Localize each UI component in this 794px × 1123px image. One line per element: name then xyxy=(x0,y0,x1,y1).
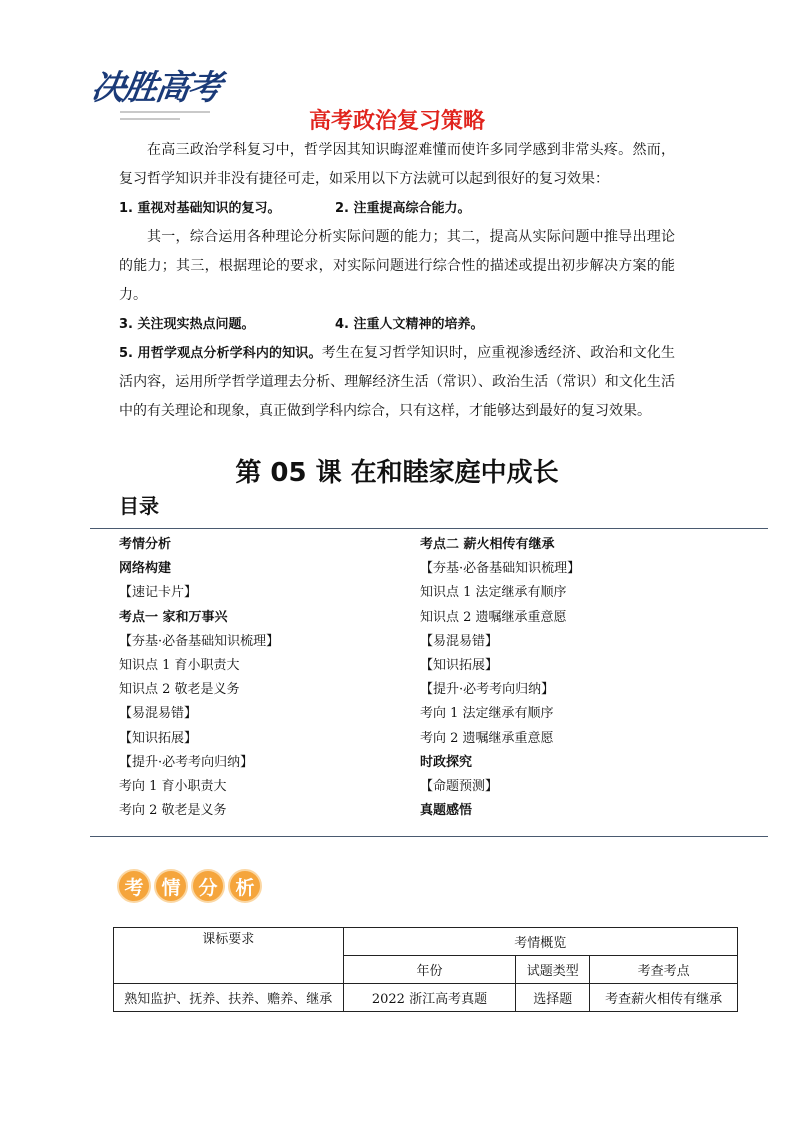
table-subheader-cell: 年份 xyxy=(343,956,516,984)
method-2: 2. 注重提高综合能力。 xyxy=(335,201,471,216)
exam-info-table xyxy=(113,927,738,1012)
intro-paragraph-2: 其一，综合运用各种理论分析实际问题的能力；其二，提高从实际问题中推导出理论的能力；其三，根据理论的要求，对实际问题进行综合性的描述或提出初步解决方案的能力。 xyxy=(119,229,675,303)
table-cell: 2022 浙江高考真题 xyxy=(343,984,516,1012)
toc-item[interactable]: 考向 2 敬老是义务 xyxy=(119,803,227,819)
table-subheader-cell: 考查考点 xyxy=(590,956,738,984)
table-header-cell: 考情概览 xyxy=(343,928,737,956)
toc-item[interactable]: 考向 1 育小职责大 xyxy=(119,779,227,795)
method-row-2 xyxy=(119,310,675,339)
table-row xyxy=(114,928,738,956)
badge-char: 情 xyxy=(154,869,188,903)
toc-item[interactable]: 【提升·必考考向归纳】 xyxy=(119,754,254,770)
toc-item[interactable]: 真题感悟 xyxy=(420,803,473,819)
method-5-text: 考生在复习哲学知识时，应重视渗透经济、政治和文化生活内容，运用所学哲学道理去分析、理解经济生活（常识）、政治生活（常识）和文化生活中的有关理论和现象，真正做到学科内综合，只有这样，才能够达到最好的复习效果。 xyxy=(119,345,675,419)
toc-item[interactable]: 时政探究 xyxy=(420,754,473,770)
method-5: 5. 用哲学观点分析学科内的知识。 xyxy=(119,346,322,361)
intro-section xyxy=(119,136,675,426)
toc-item[interactable]: 考情分析 xyxy=(119,537,172,552)
toc-item[interactable]: 考点一 家和万事兴 xyxy=(119,609,228,625)
toc-left-column xyxy=(119,533,279,823)
table-cell: 熟知监护、抚养、扶养、赡养、继承 xyxy=(114,984,344,1012)
toc-item[interactable]: 知识点 1 育小职责大 xyxy=(119,658,240,674)
toc-right-column xyxy=(420,533,580,823)
toc-item[interactable]: 知识点 1 法定继承有顺序 xyxy=(420,585,567,601)
method-3: 3. 关注现实热点问题。 xyxy=(119,317,255,332)
toc-item[interactable]: 【易混易错】 xyxy=(119,706,198,722)
table-header-cell: 课标要求 xyxy=(114,928,344,984)
toc-item[interactable]: 考向 2 遗嘱继承重意愿 xyxy=(420,730,554,746)
toc-item[interactable]: 网络构建 xyxy=(119,561,172,577)
method-1: 1. 重视对基础知识的复习。 xyxy=(119,201,281,216)
toc-item[interactable]: 【速记卡片】 xyxy=(119,585,198,601)
intro-paragraph-1: 在高三政治学科复习中，哲学因其知识晦涩难懂而使许多同学感到非常头疼。然而，复习哲学知识并非没有捷径可走，如采用以下方法就可以起到很好的复习效果： xyxy=(119,142,675,187)
method-row-1 xyxy=(119,194,675,223)
method-4: 4. 注重人文精神的培养。 xyxy=(335,317,484,332)
badge-char: 考 xyxy=(117,869,151,903)
toc-title: 目录 xyxy=(119,494,159,518)
table-subheader-cell: 试题类型 xyxy=(516,956,590,984)
toc-item[interactable]: 【易混易错】 xyxy=(420,633,499,649)
toc-top-divider xyxy=(90,528,768,529)
toc-item[interactable]: 考点二 薪火相传有继承 xyxy=(420,537,555,552)
lesson-title: 第 05 课 在和睦家庭中成长 xyxy=(235,458,559,488)
toc-item[interactable]: 【知识拓展】 xyxy=(119,730,198,746)
table-cell: 选择题 xyxy=(516,984,590,1012)
intro-paragraph-3 xyxy=(119,339,675,426)
toc-item[interactable]: 知识点 2 敬老是义务 xyxy=(119,682,240,698)
toc-item[interactable]: 知识点 2 遗嘱继承重意愿 xyxy=(420,609,567,625)
toc-item[interactable]: 【夯基·必备基础知识梳理】 xyxy=(119,633,280,649)
section-badge-kaoqing xyxy=(117,866,265,906)
logo-text: 决胜高考 xyxy=(88,68,223,108)
badge-char: 析 xyxy=(228,869,262,903)
toc-item[interactable]: 考向 1 法定继承有顺序 xyxy=(420,706,554,722)
toc-item[interactable]: 【命题预测】 xyxy=(420,779,499,795)
toc-bottom-divider xyxy=(90,836,768,837)
toc-item[interactable]: 【提升·必考考向归纳】 xyxy=(420,682,555,698)
toc-item[interactable]: 【夯基·必备基础知识梳理】 xyxy=(420,561,581,577)
toc-item[interactable]: 【知识拓展】 xyxy=(420,658,499,674)
badge-char: 分 xyxy=(191,869,225,903)
table-row xyxy=(114,984,738,1012)
page-title: 高考政治复习策略 xyxy=(308,109,485,134)
table-cell: 考查薪火相传有继承 xyxy=(590,984,738,1012)
